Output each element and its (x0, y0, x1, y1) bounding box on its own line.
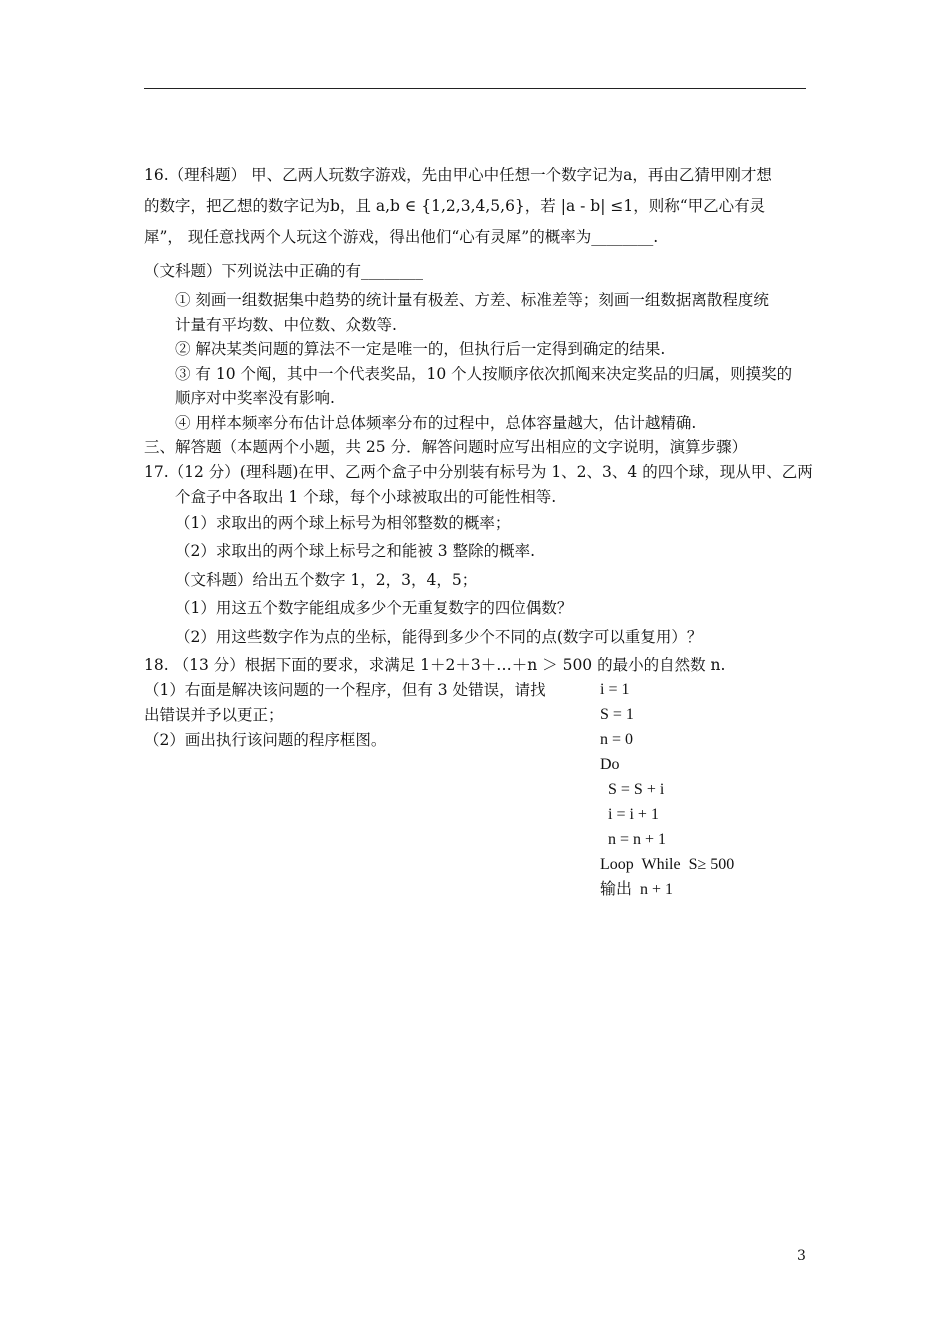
q16-item-4: ④ 用样本频率分布估计总体频率分布的过程中，总体容量越大，估计越精确. (175, 414, 697, 432)
q18-line-1: 18. （13 分）根据下面的要求，求满足 1＋2＋3＋…＋n ＞ 500 的最小的自然数 n. (144, 656, 726, 674)
code-line-2: S = 1 (600, 706, 634, 723)
q16-line-2: 的数字，把乙想的数字记为b，且 a,b ∈ {1,2,3,4,5,6}，若 |a - b| ≤1，则称“甲乙心有灵 (144, 197, 766, 215)
code-line-5: S = S + i (600, 781, 665, 798)
code-line-4: Do (600, 756, 620, 773)
q18-part-1b: 出错误并予以更正； (144, 706, 284, 724)
q18-part-2: （2）画出执行该问题的程序框图。 (144, 731, 387, 749)
code-line-8: Loop While S≥ 500 (600, 856, 735, 873)
q17-line-1: 17.（12 分）(理科题)在甲、乙两个盒子中分别装有标号为 1、2、3、4 的四个球，现从甲、乙两 (144, 463, 813, 481)
q16-item-2: ② 解决某类问题的算法不一定是唯一的，但执行后一定得到确定的结果. (175, 340, 666, 358)
q16-item-1b: 计量有平均数、中位数、众数等. (175, 316, 397, 334)
code-line-6: i = i + 1 (600, 806, 659, 823)
code-line-1: i = 1 (600, 681, 630, 698)
q16-line-3: 犀”， 现任意找两个人玩这个游戏，得出他们“心有灵犀”的概率为________. (144, 228, 659, 246)
header-rule (144, 88, 806, 89)
q16-line-1: 16.（理科题） 甲、乙两人玩数字游戏，先由甲心中任想一个数字记为a，再由乙猜甲刚才想 (144, 166, 772, 184)
q16-item-3b: 顺序对中奖率没有影响. (175, 389, 335, 407)
code-line-7: n = n + 1 (600, 831, 667, 848)
section-3-heading: 三、解答题（本题两个小题，共 25 分．解答问题时应写出相应的文字说明，演算步骤） (144, 438, 748, 456)
q16-item-3a: ③ 有 10 个阄，其中一个代表奖品，10 个人按顺序依次抓阄来决定奖品的归属，则摸奖的 (175, 365, 793, 383)
q17-part-2: （2）求取出的两个球上标号之和能被 3 整除的概率. (175, 542, 536, 560)
q16-item-1a: ① 刻画一组数据集中趋势的统计量有极差、方差、标准差等；刻画一组数据离散程度统 (175, 291, 769, 309)
code-line-3: n = 0 (600, 731, 634, 748)
q17-wen-title: （文科题）给出五个数字 1，2，3，4，5； (175, 571, 478, 589)
page-number: 3 (797, 1248, 806, 1264)
q17-wen-part-1: （1）用这五个数字能组成多少个无重复数字的四位偶数？ (175, 599, 573, 617)
q17-line-2: 个盒子中各取出 1 个球，每个小球被取出的可能性相等. (175, 488, 557, 506)
q16-wen-title: （文科题）下列说法中正确的有________ (144, 262, 424, 280)
q17-part-1: （1）求取出的两个球上标号为相邻整数的概率； (175, 514, 511, 532)
q17-wen-part-2: （2）用这些数字作为点的坐标，能得到多少个不同的点(数字可以重复用）？ (175, 628, 703, 646)
q18-part-1a: （1）右面是解决该问题的一个程序，但有 3 处错误，请找 (144, 681, 546, 699)
code-line-9: 输出 n + 1 (600, 881, 674, 898)
